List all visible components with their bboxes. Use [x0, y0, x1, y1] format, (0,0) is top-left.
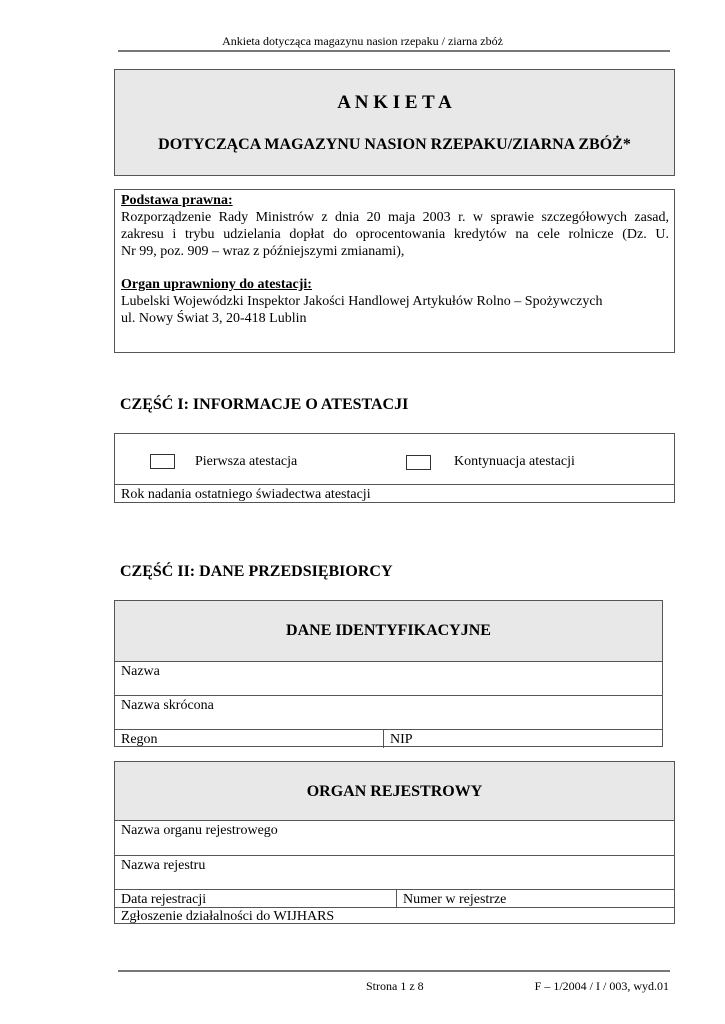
footer-rule	[118, 970, 670, 972]
legal-basis-label: Podstawa prawna:	[121, 193, 233, 208]
identification-box	[114, 600, 663, 747]
organ-label: Organ uprawniony do atestacji:	[121, 277, 312, 292]
identification-header	[115, 601, 662, 661]
page-number: Strona 1 z 8	[366, 979, 424, 993]
part1-title: CZĘŚĆ I: INFORMACJE O ATESTACJI	[120, 396, 409, 413]
short-name-row[interactable]	[115, 695, 662, 729]
registry-box	[114, 761, 675, 924]
regon-nip-row	[115, 729, 662, 747]
registration-divider	[396, 890, 397, 908]
legal-basis-line: Nr 99, poz. 909 – wraz z późniejszymi zmianami),	[121, 244, 405, 259]
regon-nip-divider	[383, 730, 384, 748]
document-subheading: DOTYCZĄCA MAGAZYNU NASION RZEPAKU/ZIARNA ZBÓŻ*	[158, 136, 631, 153]
regon-label: Regon	[121, 732, 158, 747]
header-rule	[118, 50, 670, 52]
document-heading: A N K I E T A	[337, 92, 452, 113]
title-box	[114, 69, 675, 176]
notice-label: Zgłoszenie działalności do WIJHARS	[121, 909, 335, 924]
registry-heading: ORGAN REJESTROWY	[306, 783, 483, 800]
legal-basis-line: Rozporządzenie Rady Ministrów z dnia 20 maja 2003 r. w sprawie szczegółowych zasad,	[121, 210, 669, 225]
part2-title: CZĘŚĆ II: DANE PRZEDSIĘBIORCY	[120, 563, 393, 580]
first-attestation-checkbox[interactable]	[150, 454, 175, 469]
form-code: F – 1/2004 / I / 003, wyd.01	[534, 979, 669, 993]
continuation-checkbox[interactable]	[406, 455, 431, 470]
year-row[interactable]	[115, 484, 674, 503]
short-name-label: Nazwa skrócona	[121, 698, 214, 713]
attestation-box	[114, 433, 675, 503]
registry-header	[115, 762, 674, 820]
notice-row[interactable]	[115, 907, 674, 924]
year-label: Rok nadania ostatniego świadectwa atestacji	[121, 487, 371, 502]
organ-name-label: Nazwa organu rejestrowego	[121, 823, 278, 838]
legal-basis-line: zakresu i trybu udzielania dopłat do oprocentowania kredytów na cele rolnicze (Dz. U.	[121, 227, 669, 242]
identification-heading: DANE IDENTYFIKACYJNE	[286, 622, 491, 639]
registry-name-label: Nazwa rejestru	[121, 858, 206, 873]
name-label: Nazwa	[121, 664, 160, 679]
registration-date-label: Data rejestracji	[121, 892, 207, 907]
organ-line: Lubelski Wojewódzki Inspektor Jakości Handlowej Artykułów Rolno – Spożywczych	[121, 294, 603, 309]
nip-label: NIP	[390, 732, 413, 747]
page-header-title: Ankieta dotycząca magazynu nasion rzepaku / ziarna zbóż	[222, 34, 503, 48]
continuation-label: Kontynuacja atestacji	[454, 454, 575, 469]
organ-name-row[interactable]	[115, 820, 674, 855]
legal-basis-text	[121, 209, 669, 260]
first-attestation-label: Pierwsza atestacja	[195, 454, 298, 469]
registration-number-label: Numer w rejestrze	[403, 892, 507, 907]
organ-address: ul. Nowy Świat 3, 20-418 Lublin	[121, 311, 307, 326]
legal-basis-box	[114, 189, 675, 353]
registration-row	[115, 889, 674, 907]
registry-name-row[interactable]	[115, 855, 674, 889]
name-row[interactable]	[115, 661, 662, 695]
